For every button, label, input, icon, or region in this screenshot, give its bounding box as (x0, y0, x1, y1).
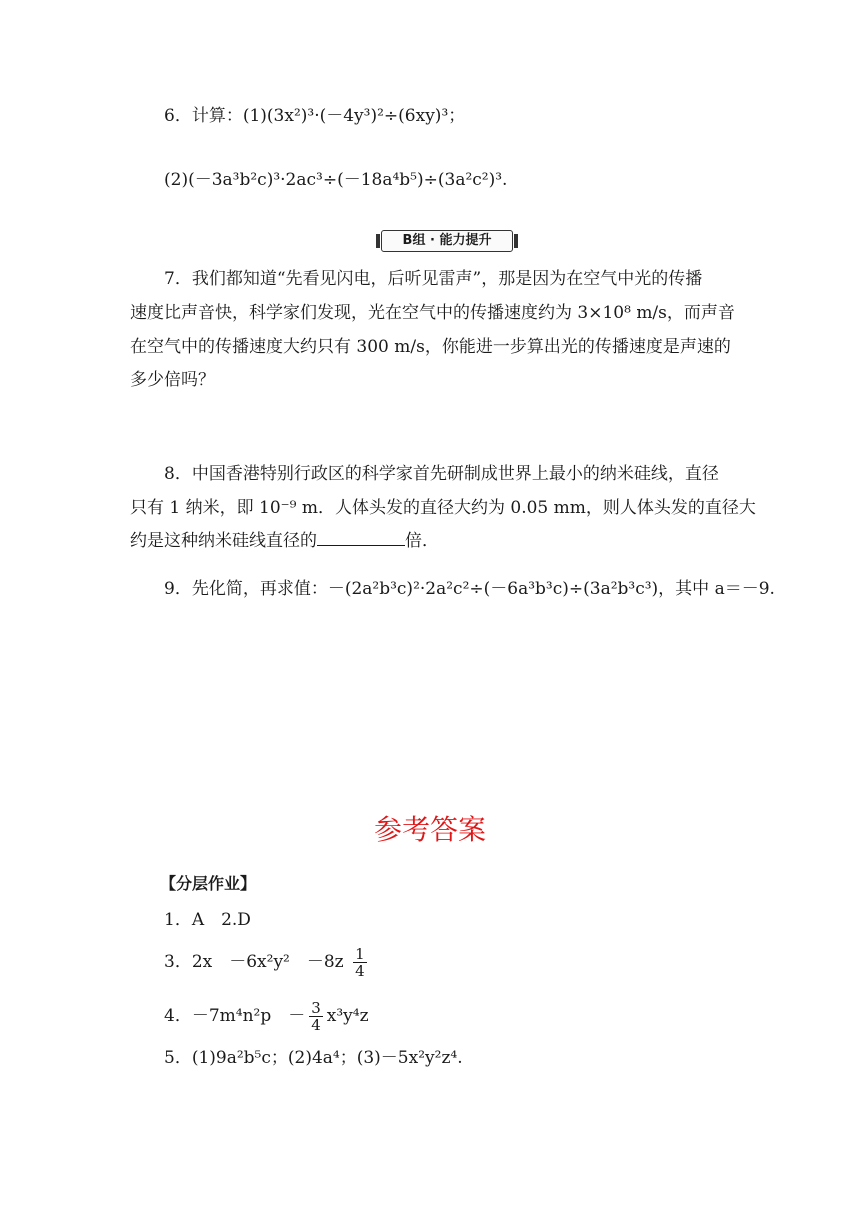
fraction-numerator: 3 (311, 999, 321, 1017)
fraction-denominator: 4 (311, 1016, 321, 1034)
answer-3-fraction (353, 946, 367, 979)
q8-line3-suffix: 倍． (405, 531, 439, 551)
q6-label: 6．计算： (164, 106, 243, 126)
q8-line3 (130, 529, 439, 553)
answer-4 (164, 1000, 369, 1033)
answer-4-prefix: 4．－7m⁴n²p － (164, 1006, 306, 1026)
q7-line3: 在空气中的传播速度大约只有 300 m/s，你能进一步算出光的传播速度是声速的 (130, 337, 731, 357)
answer-5: 5．(1)9a²b⁵c；(2)4a⁴；(3)－5x²y²z⁴. (164, 1048, 463, 1068)
q6-line2: (2)(－3a³b²c)³·2ac³÷(－18a⁴b⁵)÷(3a²c²)³. (164, 170, 508, 190)
q7-line4: 多少倍吗？ (130, 370, 215, 390)
q8-line1: 8．中国香港特别行政区的科学家首先研制成世界上最小的纳米硅线，直径 (164, 464, 719, 484)
fraction-denominator: 4 (355, 962, 365, 980)
answer-4-suffix: x³y⁴z (326, 1006, 369, 1026)
answer-4-fraction (309, 1000, 323, 1033)
answer-3-terms: 2x －6x²y² －8z (191, 952, 344, 972)
answer-3 (164, 946, 371, 979)
answer-blank (317, 529, 405, 546)
q6-part1: (1)(3x²)³·(－4y³)²÷(6xy)³； (242, 106, 466, 126)
group-tag: B组 · 能力提升 (381, 230, 513, 252)
answers-section: 【分层作业】 (160, 874, 257, 893)
q9-line: 9．先化简，再求值：－(2a²b³c)²·2a²c²÷(－6a³b³c)÷(3a²b³c³)，其中 a＝－9. (164, 579, 775, 599)
answer-1-2: 1．A 2.D (164, 910, 251, 930)
q7-line2: 速度比声音快，科学家们发现，光在空气中的传播速度约为 3×10⁸ m/s，而声音 (130, 303, 735, 323)
q6-line1 (164, 104, 465, 128)
answer-3-prefix: 3． (164, 952, 192, 972)
q8-line2: 只有 1 纳米，即 10⁻⁹ m．人体头发的直径大约为 0.05 mm，则人体头发的直径大 (130, 498, 756, 518)
fraction-numerator: 1 (355, 945, 365, 963)
answers-title: 参考答案 (373, 813, 486, 846)
q8-line3-text: 约是这种纳米硅线直径的 (130, 531, 317, 551)
q7-line1: 7．我们都知道“先看见闪电，后听见雷声”，那是因为在空气中光的传播 (164, 269, 703, 289)
